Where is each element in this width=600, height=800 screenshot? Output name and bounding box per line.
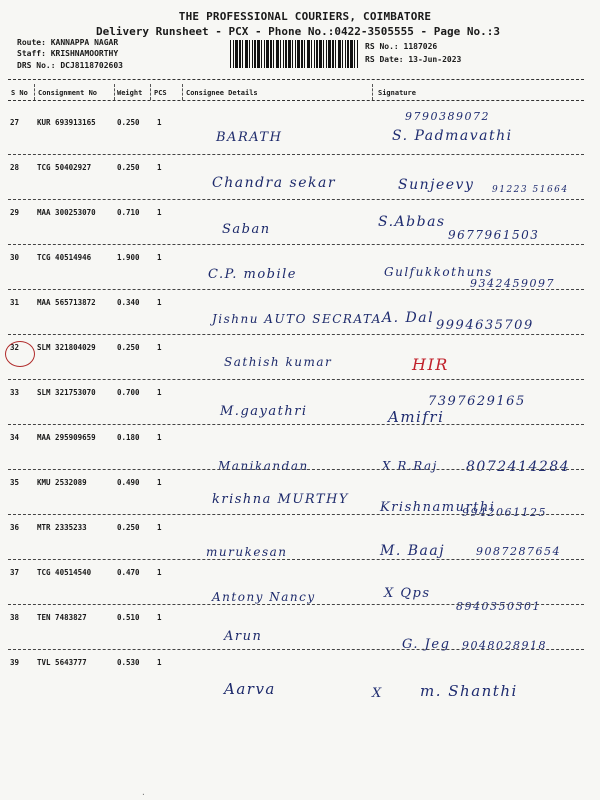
row-weight: 0.700 bbox=[117, 388, 140, 397]
row-consignment: TEN 7483827 bbox=[37, 613, 87, 622]
signature: A. Dal bbox=[382, 310, 435, 326]
row-consignment: TCG 40514540 bbox=[37, 568, 92, 577]
row-weight: 0.250 bbox=[117, 523, 140, 532]
table-row bbox=[0, 515, 600, 560]
signature: X Qps bbox=[384, 586, 431, 601]
signature: Krishnamurthi bbox=[380, 500, 496, 515]
table-row bbox=[0, 560, 600, 613]
row-sno: 38 bbox=[10, 613, 20, 622]
signature: M. Baaj bbox=[380, 543, 446, 559]
row-consignment: KMU 2532089 bbox=[37, 478, 87, 487]
consignee-name: C.P. mobile bbox=[208, 267, 297, 282]
phone-note: 9087287654 bbox=[476, 545, 561, 558]
consignee-name: Jishnu AUTO SECRATA bbox=[212, 312, 382, 326]
row-sno: 33 bbox=[10, 388, 20, 397]
circle-mark-icon bbox=[5, 341, 35, 367]
phone-note: 9942061125 bbox=[462, 506, 547, 519]
phone-note: 8940350301 bbox=[456, 600, 541, 613]
row-consignment: KUR 693913165 bbox=[37, 118, 96, 127]
col-consignment: Consignment No bbox=[38, 89, 98, 97]
row-sno: 32 bbox=[10, 343, 20, 352]
consignee-name: Aarva bbox=[224, 680, 276, 698]
phone-note: 9790389072 bbox=[405, 110, 490, 123]
row-weight: 1.900 bbox=[117, 253, 140, 262]
row-consignment: TVL 5643777 bbox=[37, 658, 87, 667]
row-sno: 27 bbox=[10, 118, 20, 127]
row-consignment: MAA 295909659 bbox=[37, 433, 96, 442]
row-weight: 0.180 bbox=[117, 433, 140, 442]
col-weight: Weight bbox=[117, 89, 143, 97]
runsheet-subtitle: Delivery Runsheet - PCX - Phone No.:0422-3505555 - Page No.:3 bbox=[96, 25, 500, 38]
drs-label: DRS No.: DCJ8118702603 bbox=[17, 61, 123, 70]
row-weight: 0.250 bbox=[117, 163, 140, 172]
row-weight: 0.340 bbox=[117, 298, 140, 307]
row-sno: 39 bbox=[10, 658, 20, 667]
staff-label: Staff: KRISHNAMOORTHY bbox=[17, 49, 119, 58]
row-pcs: 1 bbox=[157, 523, 162, 532]
row-consignment: MAA 565713872 bbox=[37, 298, 96, 307]
consignee-name: Chandra sekar bbox=[212, 175, 337, 191]
phone-note: 91223 51664 bbox=[492, 185, 569, 195]
row-sno: 34 bbox=[10, 433, 20, 442]
signature: G. Jeg bbox=[402, 637, 451, 652]
rs-number: RS No.: 1187026 bbox=[365, 42, 438, 51]
row-pcs: 1 bbox=[157, 118, 162, 127]
col-divider bbox=[114, 84, 115, 100]
row-sno: 36 bbox=[10, 523, 20, 532]
row-pcs: 1 bbox=[157, 478, 162, 487]
row-pcs: 1 bbox=[157, 253, 162, 262]
signature: S.Abbas bbox=[378, 214, 446, 230]
signature: Sunjeevy bbox=[398, 177, 475, 193]
phone-note: 9994635709 bbox=[436, 318, 534, 333]
row-pcs: 1 bbox=[157, 568, 162, 577]
table-row bbox=[0, 290, 600, 335]
signature: S. Padmavathi bbox=[392, 128, 513, 144]
row-sno: 30 bbox=[10, 253, 20, 262]
table-row bbox=[0, 200, 600, 245]
row-weight: 0.250 bbox=[117, 343, 140, 352]
table-row bbox=[0, 425, 600, 475]
phone-note: 9677961503 bbox=[448, 228, 540, 242]
consignee-name: BARATH bbox=[216, 130, 283, 145]
row-pcs: 1 bbox=[157, 658, 162, 667]
row-consignment: TCG 40514946 bbox=[37, 253, 92, 262]
consignee-name: Saban bbox=[222, 222, 271, 237]
col-divider bbox=[182, 84, 183, 100]
row-pcs: 1 bbox=[157, 208, 162, 217]
row-sno: 31 bbox=[10, 298, 20, 307]
consignee-name: krishna MURTHY bbox=[212, 492, 349, 507]
phone-note: 9048028918 bbox=[462, 639, 547, 652]
row-weight: 0.470 bbox=[117, 568, 140, 577]
signature: X R.Raj bbox=[382, 459, 438, 473]
row-weight: 0.530 bbox=[117, 658, 140, 667]
consignee-name: Arun bbox=[224, 629, 263, 644]
signature: Gulfukkothuns bbox=[384, 265, 493, 279]
row-consignment: MTR 2335233 bbox=[37, 523, 87, 532]
signature: X bbox=[372, 686, 383, 701]
row-consignment: SLM 321804029 bbox=[37, 343, 96, 352]
col-pcs: PCS bbox=[154, 89, 167, 97]
row-weight: 0.490 bbox=[117, 478, 140, 487]
row-weight: 0.510 bbox=[117, 613, 140, 622]
consignee-name: Manikandan bbox=[218, 459, 309, 473]
phone-note: 9342459097 bbox=[470, 277, 555, 290]
row-sno: 35 bbox=[10, 478, 20, 487]
consignee-name: murukesan bbox=[206, 545, 288, 559]
barcode-icon bbox=[230, 40, 358, 68]
table-row bbox=[0, 110, 600, 155]
row-pcs: 1 bbox=[157, 343, 162, 352]
col-divider bbox=[150, 84, 151, 100]
company-title: THE PROFESSIONAL COURIERS, COIMBATORE bbox=[178, 10, 432, 23]
row-consignment: TCG 50402927 bbox=[37, 163, 92, 172]
row-weight: 0.710 bbox=[117, 208, 140, 217]
col-divider bbox=[372, 84, 373, 100]
row-sno: 28 bbox=[10, 163, 20, 172]
table-row bbox=[0, 380, 600, 425]
table-row bbox=[0, 155, 600, 200]
signature: Amifri bbox=[388, 408, 445, 426]
page-mark: · bbox=[141, 790, 146, 799]
consignee-name: M.gayathri bbox=[220, 404, 308, 419]
header-divider bbox=[8, 79, 584, 80]
row-consignment: SLM 321753070 bbox=[37, 388, 96, 397]
col-sno: S No bbox=[11, 89, 28, 97]
consignee-name: Antony Nancy bbox=[212, 590, 316, 604]
phone-note: m. Shanthi bbox=[420, 682, 518, 700]
table-row bbox=[0, 650, 600, 701]
table-row bbox=[0, 605, 600, 650]
row-weight: 0.250 bbox=[117, 118, 140, 127]
table-row bbox=[0, 245, 600, 290]
row-pcs: 1 bbox=[157, 613, 162, 622]
signature: HIR bbox=[412, 355, 449, 374]
consignee-name: Sathish kumar bbox=[224, 355, 333, 369]
route-label: Route: KANNAPPA NAGAR bbox=[17, 38, 119, 47]
row-sno: 37 bbox=[10, 568, 20, 577]
col-divider bbox=[34, 84, 35, 100]
table-row bbox=[0, 470, 600, 519]
phone-note: 8072414284 bbox=[466, 459, 571, 475]
col-consignee: Consignee Details bbox=[186, 89, 258, 97]
row-pcs: 1 bbox=[157, 163, 162, 172]
table-row bbox=[0, 335, 600, 380]
phone-note: 7397629165 bbox=[428, 394, 526, 409]
col-signature: Signature bbox=[378, 89, 416, 97]
row-pcs: 1 bbox=[157, 388, 162, 397]
row-sno: 29 bbox=[10, 208, 20, 217]
row-consignment: MAA 300253070 bbox=[37, 208, 96, 217]
rs-date: RS Date: 13-Jun-2023 bbox=[365, 55, 462, 64]
row-pcs: 1 bbox=[157, 433, 162, 442]
column-header-divider bbox=[8, 100, 584, 101]
row-pcs: 1 bbox=[157, 298, 162, 307]
